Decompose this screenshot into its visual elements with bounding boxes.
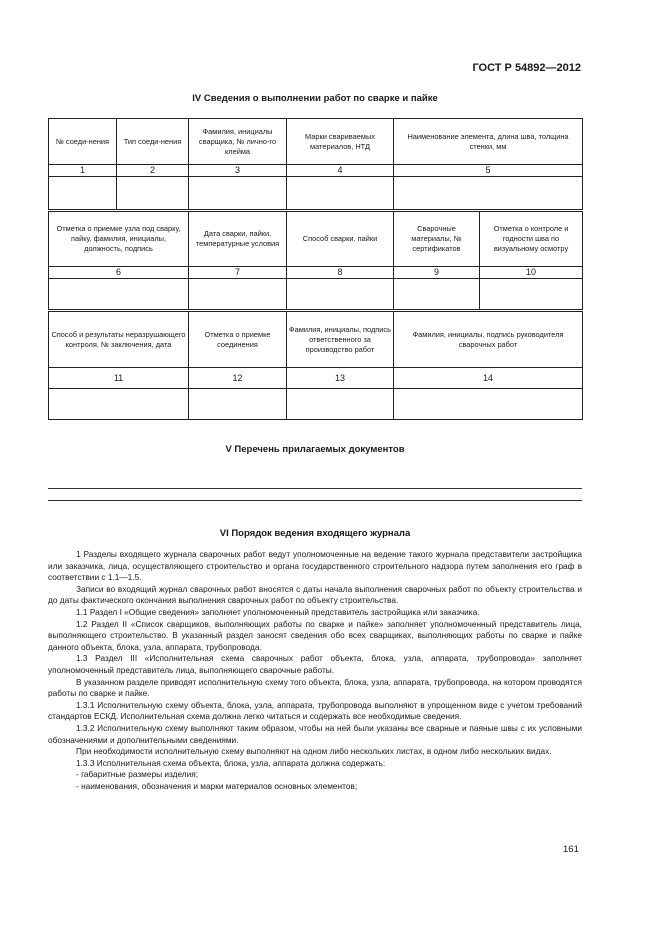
table-cell: [480, 279, 583, 310]
table-cell: [49, 177, 117, 210]
table-cell: [49, 389, 189, 420]
col-number: 6: [49, 267, 189, 279]
col-header-supervisor: Фамилия, инициалы, подпись руководителя сварочных работ: [394, 312, 583, 368]
table-cell: [394, 177, 583, 210]
col-number: 3: [189, 165, 287, 177]
section-6-body: [48, 549, 582, 792]
page-number: 161: [563, 844, 579, 855]
col-header-joint-acceptance: Отметка о приемке соединения: [189, 312, 287, 368]
col-header-responsible: Фамилия, инициалы, подпись ответственного за производство работ: [287, 312, 394, 368]
paragraph: 1.3.3 Исполнительная схема объекта, блока, узла, аппарата должна содержать:: [76, 757, 386, 768]
standard-designation: ГОСТ Р 54892—2012: [472, 62, 581, 74]
table-cell: [394, 279, 480, 310]
paragraph: 1.3.2 Исполнительную схему выполняют таким образом, чтобы на ней были указаны все сварные и паяные швы с их условными обозначениями и дополнительными сведениями.: [48, 722, 582, 745]
list-item: - габаритные размеры изделия;: [76, 769, 199, 780]
col-header-materials: Марки свариваемых материалов, НТД: [287, 119, 394, 165]
col-header-ndt: Способ и результаты неразрушающего контроля, № заключения, дата: [49, 312, 189, 368]
col-number: 11: [49, 368, 189, 389]
table-cell: [287, 279, 394, 310]
col-number: 4: [287, 165, 394, 177]
table-cell: [49, 279, 189, 310]
paragraph: При необходимости исполнительную схему выполняют на одном либо нескольких листах, в одном либо нескольких видах.: [76, 746, 552, 757]
paragraph: 1.2 Раздел II «Список сварщиков, выполняющих работы по сварке и пайке» заполняет уполномоченный представитель лица, выполняющего строительство. В указанный раздел заносят сведения обо всех сварщиках, выполняющих работы по сварке и пайке данного объекта, блока, узла, аппарата, трубопровода.: [48, 618, 582, 652]
table-cell: [394, 389, 583, 420]
col-header-acceptance: Отметка о приемке узла под сварку, пайку, фамилия, инициалы, должность, подпись: [49, 212, 189, 267]
table-cell: [287, 389, 394, 420]
col-number: 13: [287, 368, 394, 389]
col-header-visual-check: Отметка о контроле и годности шва по визуальному осмотру: [480, 212, 583, 267]
list-item: - наименования, обозначения и марки материалов основных элементов;: [76, 780, 358, 791]
table-cell: [287, 177, 394, 210]
col-number: 1: [49, 165, 117, 177]
col-number: 2: [117, 165, 189, 177]
col-header-welder: Фамилия, инициалы сварщика, № лично-го клейма: [189, 119, 287, 165]
col-number: 5: [394, 165, 583, 177]
table-cell: [117, 177, 189, 210]
col-number: 9: [394, 267, 480, 279]
paragraph: 1.3 Раздел III «Исполнительная схема сварочных работ объекта, блока, узла, аппарата, трубопровода» заполняет уполномоченный представитель лица, выполняющего сварочные работы.: [48, 653, 582, 675]
paragraph: 1.1 Раздел I «Общие сведения» заполняет уполномоченный представитель застройщика или заказчика.: [76, 606, 480, 617]
section-5-title: V Перечень прилагаемых документов: [225, 444, 405, 455]
col-header-element: Наименование элемента, длина шва, толщина стенки, мм: [394, 119, 583, 165]
section-6-title: VI Порядок ведения входящего журнала: [219, 528, 411, 539]
table-cell: [189, 177, 287, 210]
welding-table-part-2: [48, 211, 583, 310]
welding-table-part-1: [48, 118, 583, 210]
table-cell: [189, 279, 287, 310]
paragraph: В указанном разделе приводят исполнительную схему того объекта, блока, узла, аппарата, трубопровода, на котором проводятся работы по сварке и пайке.: [48, 676, 582, 699]
welding-table-part-3: [48, 311, 583, 420]
col-header-consumables: Сварочные материалы, № сертификатов: [394, 212, 480, 267]
col-header-joint-type: Тип соеди-нения: [117, 119, 189, 165]
section-4-title: IV Сведения о выполнении работ по сварке и пайке: [192, 93, 438, 104]
col-header-method: Способ сварки, пайки: [287, 212, 394, 267]
fill-line: [48, 488, 582, 489]
col-number: 7: [189, 267, 287, 279]
paragraph: 1.3.1 Исполнительную схему объекта, блока, узла, аппарата, трубопровода выполняют в упрощенном виде с учетом требований стандартов ЕСКД. Исполнительная схема должна легко читаться и содержать все необходимые сведения.: [48, 699, 582, 722]
table-cell: [189, 389, 287, 420]
fill-line: [48, 500, 582, 501]
col-number: 8: [287, 267, 394, 279]
col-number: 12: [189, 368, 287, 389]
col-number: 10: [480, 267, 583, 279]
paragraph: Записи во входящий журнал сварочных работ вносятся с даты начала выполнения сварочных работ по объекту строительства и до даты фактического окончания выполнения сварочных работ по объекту строительства.: [48, 583, 582, 606]
col-number: 14: [394, 368, 583, 389]
col-header-date: Дата сварки, пайки, температурные условия: [189, 212, 287, 267]
col-header-joint-number: № соеди-нения: [49, 119, 117, 165]
paragraph: 1 Разделы входящего журнала сварочных работ ведут уполномоченные на ведение такого журнала представители застройщика или заказчика, лица, осуществляющего строительство и органа государственного строительного надзора путем заполнения его граф в соответствии с 1.1—1.5.: [48, 549, 582, 583]
